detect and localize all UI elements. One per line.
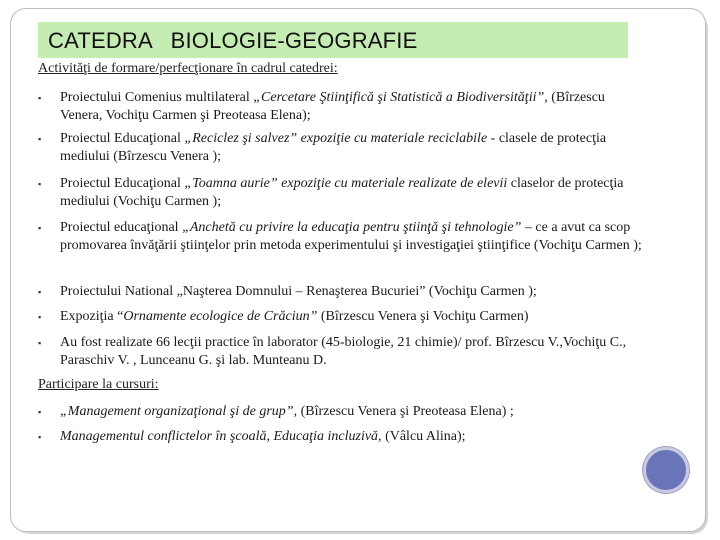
bullet-icon: ▪ bbox=[38, 93, 42, 103]
bullet-icon: ▪ bbox=[38, 223, 42, 233]
title-bar bbox=[38, 22, 628, 58]
list-item-text: Expoziţia “Ornamente ecologice de Crăciun” (Bîrzescu Venera şi Vochiţu Carmen) bbox=[60, 309, 529, 324]
slide-frame bbox=[10, 8, 706, 532]
bullet-icon: ▪ bbox=[38, 432, 42, 442]
section-heading-activities: Activităţi de formare/perfecţionare în cadrul catedrei: bbox=[38, 61, 338, 76]
list-item-text: Proiectului Comenius multilateral „Cercetare Ştiinţifică şi Statistică a Biodiversităţii”, (Bîrzescu Venera, Vochiţu Carmen şi Preoteasa Elena); bbox=[60, 90, 605, 123]
list-item-text: Proiectul educaţional „Anchetă cu privire la educaţia pentru ştiinţă şi tehnologie” – ce a avut ca scop promovarea învăţării ştiinţelor prin metoda experimentului şi investigaţiei ştiinţifice (Vochiţu Carmen ); bbox=[60, 220, 642, 253]
list-item-text: Proiectul Educaţional „Toamna aurie” expoziţie cu materiale realizate de elevii claselor de protecţia mediului (Vochiţu Carmen ); bbox=[60, 176, 624, 209]
bullet-icon: ▪ bbox=[38, 407, 42, 417]
list-item-text: Proiectul Educaţional „Reciclez şi salvez” expoziţie cu materiale reciclabile - clasele de protecţia mediului (Bîrzescu Venera ); bbox=[60, 131, 607, 164]
bullet-icon: ▪ bbox=[38, 134, 42, 144]
decorative-circle-icon bbox=[643, 447, 689, 493]
bullet-icon: ▪ bbox=[38, 338, 42, 348]
list-item-text: Proiectului National „Naşterea Domnului – Renaşterea Bucuriei” (Vochiţu Carmen ); bbox=[60, 284, 537, 299]
page-title: CATEDRA BIOLOGIE-GEOGRAFIE bbox=[48, 28, 418, 53]
bullet-icon: ▪ bbox=[38, 179, 42, 189]
list-item-text: Au fost realizate 66 lecţii practice în laborator (45-biologie, 21 chimie)/ prof. Bîrzescu V.,Vochiţu C., Paraschiv V. , Lunceanu G. şi lab. Munteanu D. bbox=[60, 335, 627, 368]
bullet-icon: ▪ bbox=[38, 287, 42, 297]
bullet-icon: ▪ bbox=[38, 312, 42, 322]
list-item-text: Managementul conflictelor în şcoală, Educaţia incluzivă, (Vâlcu Alina); bbox=[60, 429, 466, 444]
section-heading-courses: Participare la cursuri: bbox=[38, 377, 159, 392]
list-item-text: „Management organizaţional şi de grup”, (Bîrzescu Venera şi Preoteasa Elena) ; bbox=[60, 404, 514, 419]
